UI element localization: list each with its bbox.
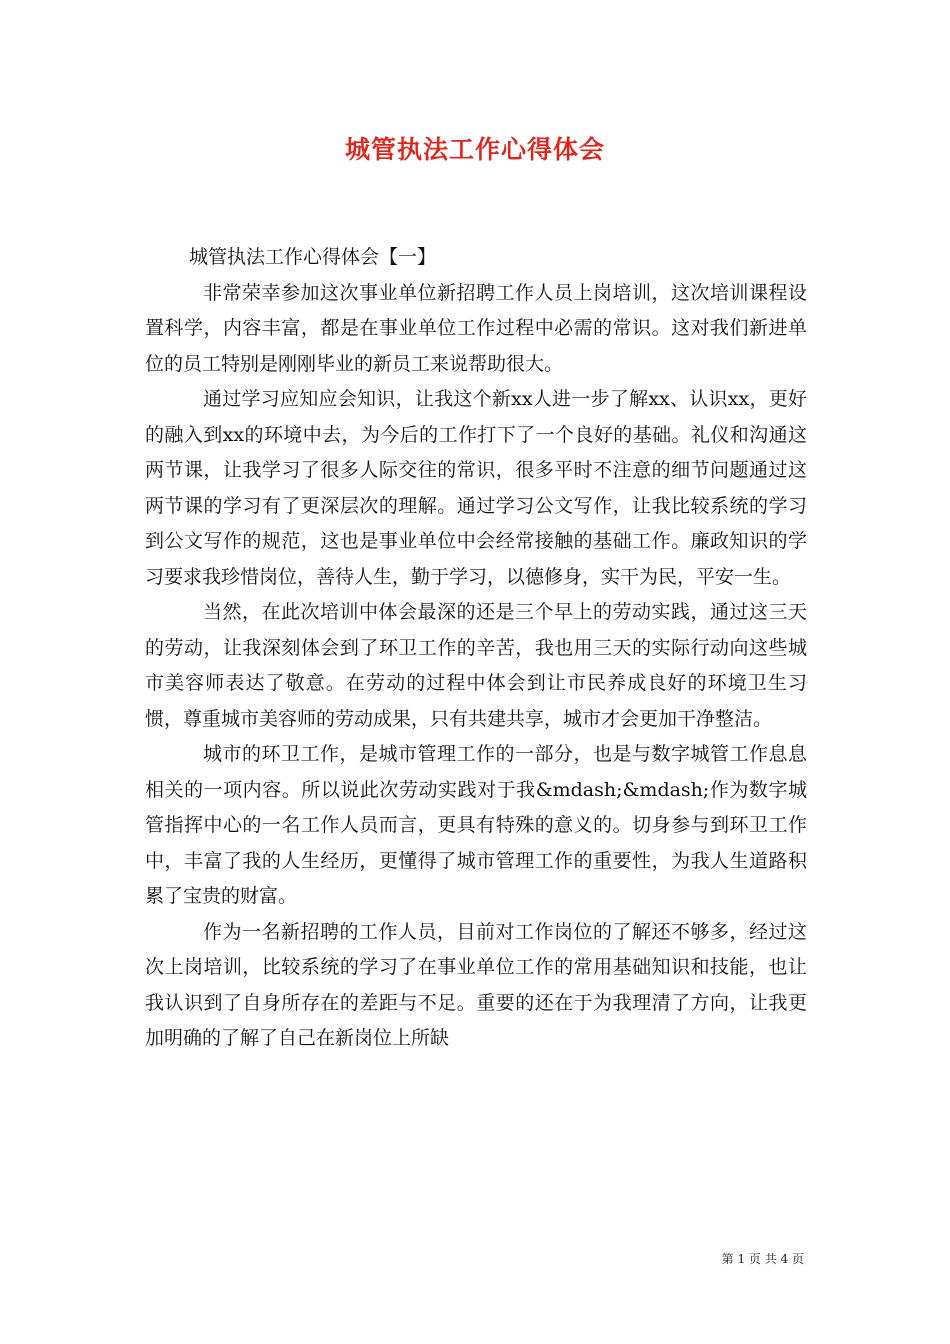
paragraph-2: 通过学习应知应会知识，让我这个新xx人进一步了解xx、认识xx，更好的融入到xx的环境中去，为今后的工作打下了一个良好的基础。礼仪和沟通这两节课，让我学习了很多人际交往的常识，很多平时不注意的细节问题通过这两节课的学习有了更深层次的理解。通过学习公文写作，让我比较系统的学习到公文写作的规范，这也是事业单位中会经常接触的基础工作。廉政知识的学习要求我珍惜岗位，善待人生，勤于学习，以德修身，实干为民，平安一生。	[145, 388, 807, 588]
page-number: 第 1 页 共 4 页	[721, 1252, 804, 1266]
section-heading: 城管执法工作心得体会【一】	[189, 246, 437, 268]
paragraph-5: 作为一名新招聘的工作人员，目前对工作岗位的了解还不够多，经过这次上岗培训，比较系统的学习了在事业单位工作的常用基础知识和技能，也让我认识到了自身所存在的差距与不足。重要的还在于为我理清了方向，让我更加明确的了解了自己在新岗位上所缺	[145, 920, 807, 1049]
paragraph-1: 非常荣幸参加这次事业单位新招聘工作人员上岗培训，这次培训课程设置科学，内容丰富，都是在事业单位工作过程中必需的常识。这对我们新进单位的员工特别是刚刚毕业的新员工来说帮助很大。	[145, 281, 807, 375]
paragraph-3: 当然，在此次培训中体会最深的还是三个早上的劳动实践，通过这三天的劳动，让我深刻体会到了环卫工作的辛苦，我也用三天的实际行动向这些城市美容师表达了敬意。在劳动的过程中体会到让市民养成良好的环境卫生习惯，尊重城市美容师的劳动成果，只有共建共享，城市才会更加干净整洁。	[145, 601, 807, 730]
document-body	[145, 240, 807, 1057]
page-title: 城管执法工作心得体会	[344, 135, 605, 164]
paragraph-4: 城市的环卫工作，是城市管理工作的一部分，也是与数字城管工作息息相关的一项内容。所以说此次劳动实践对于我&mdash;&mdash;作为数字城管指挥中心的一名工作人员而言，更具有特殊的意义的。切身参与到环卫工作中，丰富了我的人生经历，更懂得了城市管理工作的重要性，为我人生道路积累了宝贵的财富。	[145, 743, 807, 907]
